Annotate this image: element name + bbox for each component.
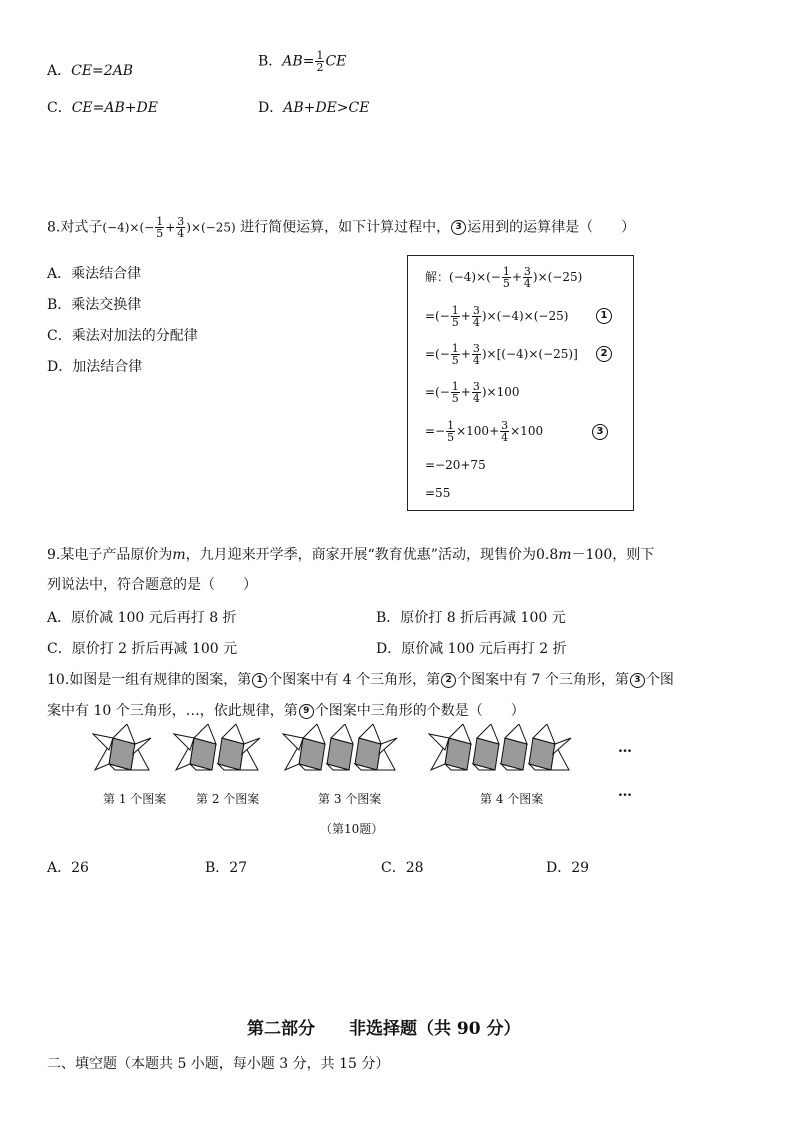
pattern-triangle (133, 738, 151, 754)
pattern-triangle (429, 734, 449, 750)
q7-option-b: B．AB= $\frac{1}{2}$ CE (258, 49, 347, 74)
solution-line-1: 解：(−4)×(− $\frac{1}{5}$ + $\frac{3}{4}$ )×(−25) (425, 265, 583, 290)
pattern-triangle (93, 734, 113, 750)
ellipsis-bottom: … (618, 784, 632, 800)
marker-3: 3 (451, 220, 466, 235)
step-marker-1: 1 (596, 308, 612, 324)
caption-figure-4: 第 4 个图案 (480, 792, 544, 806)
pattern-triangle (553, 738, 571, 754)
q10-option-b: B．27 (205, 860, 248, 876)
solution-line-6: =−20+75 (425, 458, 486, 472)
pattern-triangle (283, 734, 303, 750)
caption-figure-3: 第 3 个图案 (318, 792, 382, 806)
q10-stem-line2: 案中有 10 个三角形，…，依此规律，第 9 个图案中三角形的个数是（ ） (47, 703, 525, 719)
caption-figure-1: 第 1 个图案 (103, 792, 167, 806)
ellipsis-top: … (618, 740, 632, 756)
pattern-triangle (174, 734, 194, 750)
q7-option-c: C．CE=AB+DE (47, 100, 158, 116)
solution-line-7: =55 (425, 486, 451, 500)
solution-line-2: =(− $\frac{1}{5}$ + $\frac{3}{4}$ )×(−4)×(−25) (425, 304, 569, 329)
q10-option-c: C．28 (381, 860, 424, 876)
pattern-triangle (379, 738, 397, 754)
q9-option-c: C．原价打 2 折后再减 100 元 (47, 641, 238, 657)
pattern-triangle (242, 738, 260, 754)
q9-stem-line2: 列说法中，符合题意的是（ ） (47, 577, 257, 593)
solution-line-3: =(− $\frac{1}{5}$ + $\frac{3}{4}$ )×[(−4)×(−25)] (425, 342, 578, 367)
solution-line-4: =(− $\frac{1}{5}$ + $\frac{3}{4}$ )×100 (425, 380, 520, 405)
q10-stem-line1: 10.如图是一组有规律的图案，第 1 个图案中有 4 个三角形，第 2 个图案中有 7 个三角形，第 3 个图 (47, 672, 674, 688)
part2-title: 第二部分 非选择题（共 90 分） (247, 1019, 521, 1039)
figure-label: （第10题） (320, 822, 384, 836)
q10-option-d: D．29 (546, 860, 590, 876)
q9-option-b: B．原价打 8 折后再减 100 元 (376, 610, 566, 626)
q7-option-d: D．AB+DE>CE (258, 100, 370, 116)
q8-option-b: B．乘法交换律 (47, 297, 142, 313)
q8-option-a: A．乘法结合律 (47, 266, 142, 282)
q8-stem: 8.对式子(−4)×(− $\frac{1}{5}$ + $\frac{3}{4}$ )×(−25) 进行简便运算，如下计算过程中， 3 运用到的运算律是（ ） (47, 215, 636, 240)
q9-option-a: A．原价减 100 元后再打 8 折 (47, 610, 237, 626)
q8-option-d: D．加法结合律 (47, 359, 143, 375)
q10-option-a: A．26 (47, 860, 89, 876)
q8-option-c: C．乘法对加法的分配律 (47, 328, 198, 344)
q9-stem-line1: 9.某电子产品原价为m，九月迎来开学季，商家开展“教育优惠”活动，现售价为0.8m－100，则下 (47, 547, 655, 563)
fraction-half: $\frac{1}{2}$ (316, 49, 324, 74)
step-marker-3: 3 (592, 424, 608, 440)
step-marker-2: 2 (596, 346, 612, 362)
fill-in-heading: 二、填空题（本题共 5 小题，每小题 3 分，共 15 分） (47, 1056, 390, 1072)
q7-option-a: A．CE=2AB (47, 63, 134, 79)
pattern-figures (0, 724, 794, 784)
solution-line-5: =− $\frac{1}{5}$ ×100+ $\frac{3}{4}$ ×100 (425, 419, 544, 444)
q9-option-d: D．原价减 100 元后再打 2 折 (376, 641, 567, 657)
caption-figure-2: 第 2 个图案 (196, 792, 260, 806)
